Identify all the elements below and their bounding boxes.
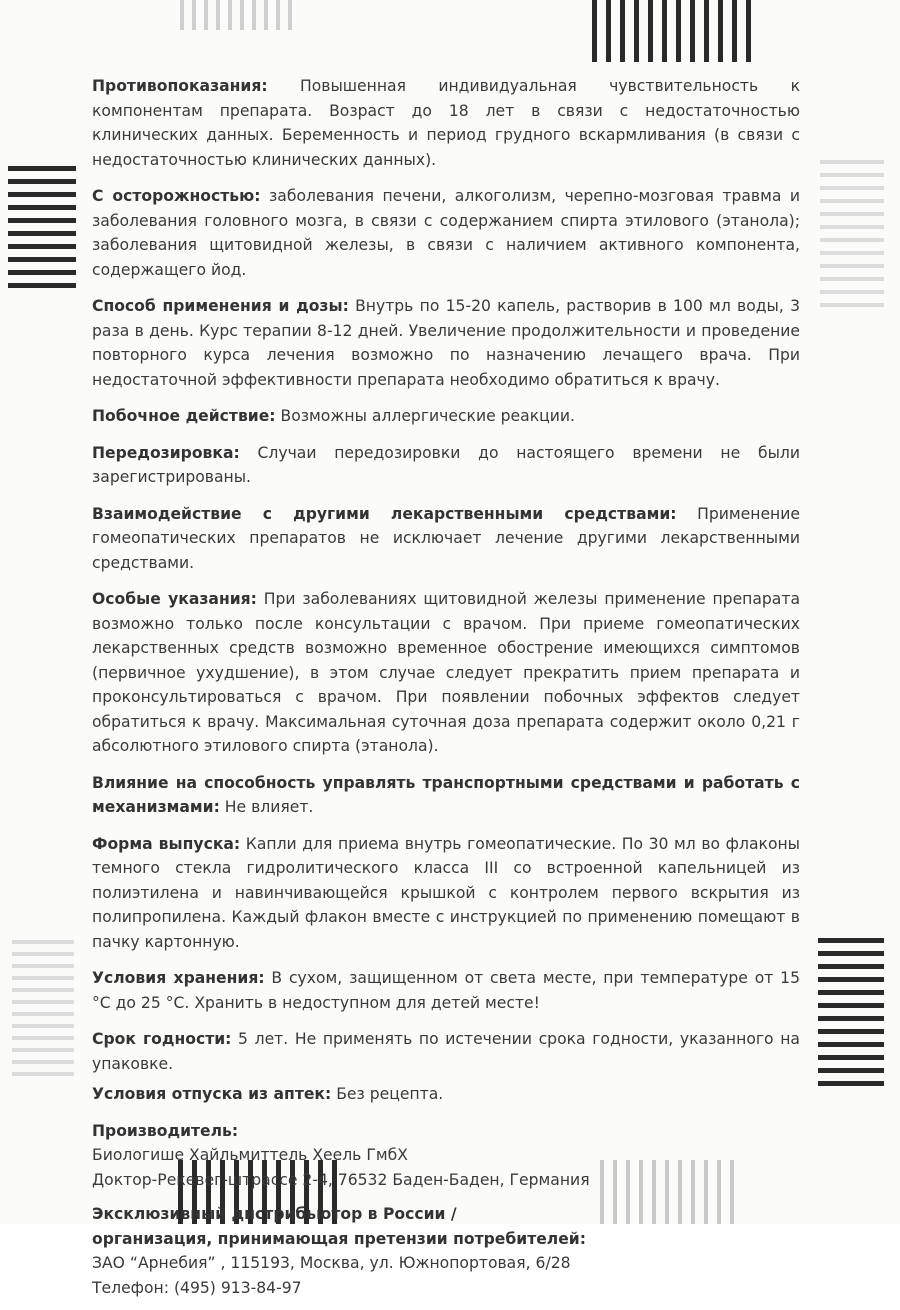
section-body: Без рецепта.	[331, 1085, 444, 1103]
registration-marks-right-faint	[820, 160, 884, 307]
section-interactions	[92, 502, 800, 576]
section-storage	[92, 966, 800, 1015]
section-body: В сухом, защищенном от света месте, при температуре от 15 °С до 25 °С. Хранить в недоступном для детей месте!	[92, 969, 801, 1012]
section-heading: Взаимодействие с другими лекарственными средствами:	[92, 504, 677, 523]
section-body: Случаи передозировки до настоящего времени не были зарегистрированы.	[92, 443, 800, 486]
section-overdose	[92, 441, 800, 490]
section-special-instructions	[92, 587, 800, 759]
section-heading: Противопоказания:	[92, 77, 268, 95]
manufacturer-heading: Производитель:	[92, 1121, 239, 1140]
section-side-effects	[92, 404, 800, 429]
section-body: Возможны аллергические реакции.	[275, 407, 575, 425]
section-heading: Срок годности:	[92, 1030, 232, 1048]
registration-marks-top-faint	[180, 0, 292, 30]
section-heading: Способ применения и дозы:	[92, 297, 349, 315]
registration-marks-right	[818, 938, 884, 1086]
section-body: Повышенная индивидуальная чувствительность к компонентам препарата. Возраст до 18 лет в связи с недостаточностью клинических данных. Беременность и период грудного вскармливания (в связи с недостаточностью клинических данных).	[92, 77, 800, 169]
section-contraindications	[92, 74, 800, 172]
section-heading: Передозировка:	[92, 443, 240, 462]
section-body: Не влияет.	[219, 798, 314, 816]
section-dosage	[92, 294, 800, 392]
distributor-phone: Телефон: (495) 913-84-97	[92, 1278, 302, 1297]
section-release-form	[92, 832, 800, 955]
section-shelf-life	[92, 1027, 800, 1076]
section-heading: Побочное действие:	[92, 407, 276, 425]
section-dispensing	[92, 1082, 800, 1107]
registration-marks-top	[592, 0, 751, 62]
section-body: При заболеваниях щитовидной железы применение препарата возможно только после консультации с врачом. При приеме гомеопатических лекарственных средств возможно временное обострение имеющихся симптомов (первичное ухудшение), в этом случае следует прекратить прием препарата и проконсультироваться с врачом. При появлении побочных эффектов следует обратиться к врачу. Максимальная суточная доза препарата содержит около 0,21 г абсолютного этилового спирта (этанола).	[92, 590, 801, 755]
section-driving	[92, 771, 800, 820]
section-heading: Условия хранения:	[92, 969, 265, 987]
section-body: Капли для приема внутрь гомеопатические. По 30 мл во флаконы темного стекла гидролитического класса III со встроенной капельницей из полиэтилена и навинчивающейся крышкой с контролем первого вскрытия из полипропилена. Каждый флакон вместе с инструкцией по применению помещают в пачку картонную.	[92, 834, 800, 951]
registration-marks-left-faint	[12, 940, 74, 1076]
section-heading: Форма выпуска:	[92, 834, 241, 853]
distributor-name-address: ЗАО “Арнебия” , 115193, Москва, ул. Южнопортовая, 6/28	[92, 1254, 571, 1272]
section-heading: С осторожностью:	[92, 187, 261, 205]
section-body: 5 лет. Не применять по истечении срока годности, указанного на упаковке.	[92, 1030, 800, 1073]
distributor-heading-line2: организация, принимающая претензии потребителей:	[92, 1229, 586, 1248]
section-body: Применение гомеопатических препаратов не исключает лечение другими лекарственными средствами.	[92, 504, 800, 572]
distributor-block	[92, 1202, 800, 1300]
section-body: заболевания печени, алкоголизм, черепно-мозговая травма и заболевания головного мозга, в связи с содержанием спирта этилового (этанола); заболевания щитовидной железы, в связи с наличием активного компонента, содержащего йод.	[92, 187, 800, 279]
instruction-text	[92, 74, 800, 1310]
manufacturer-address: Доктор-Рекевег-штрассе 2-4, 76532 Баден-Баден, Германия	[92, 1170, 590, 1189]
manufacturer-block	[92, 1119, 800, 1193]
distributor-heading-line1: Эксклюзивный дистрибьютор в России /	[92, 1205, 457, 1223]
section-body: Внутрь по 15-20 капель, растворив в 100 мл воды, 3 раза в день. Курс терапии 8-12 дней. Увеличение продолжительности и проведение повторного курса лечения возможно по назначению лечащего врача. При недостаточной эффективности препарата необходимо обратиться к врачу.	[92, 297, 800, 389]
section-heading: Условия отпуска из аптек:	[92, 1085, 332, 1103]
section-heading: Особые указания:	[92, 590, 257, 608]
section-heading: Влияние на способность управлять транспортными средствами и работать с механизмами:	[92, 773, 800, 816]
manufacturer-name: Биологише Хайльмиттель Хеель ГмбХ	[92, 1146, 408, 1164]
section-caution	[92, 184, 800, 282]
registration-marks-left	[8, 166, 76, 288]
